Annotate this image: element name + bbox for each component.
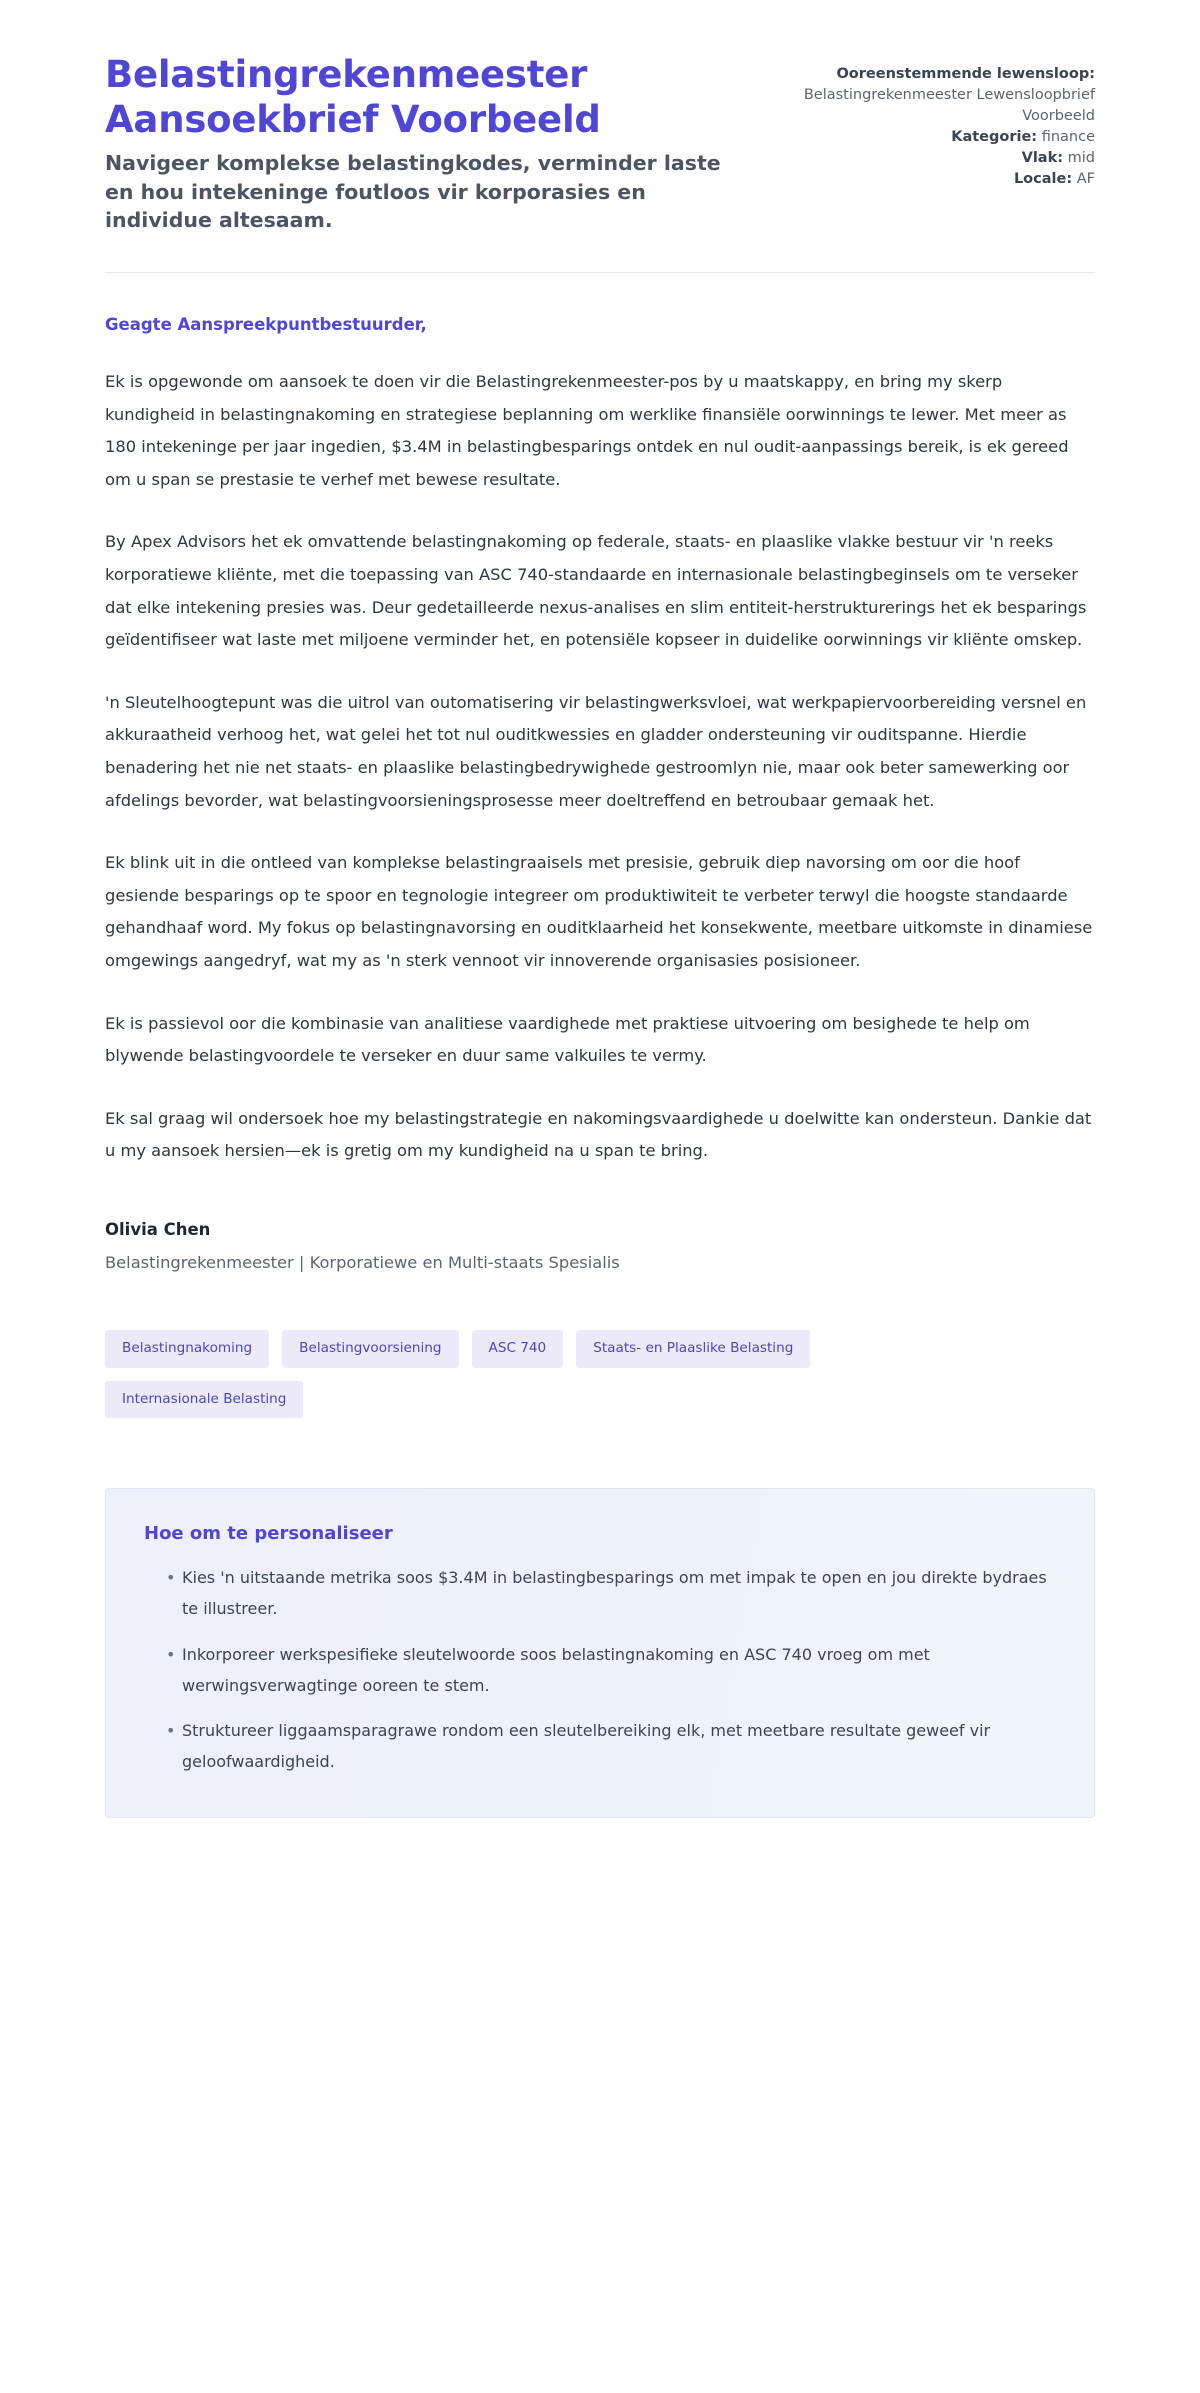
level-row [785, 148, 1095, 169]
callout-list-item: • Kies 'n uitstaande metrika soos $3.4M in belastingbesparings om met impak te open en jou direkte bydraes te illustreer. [166, 1562, 1056, 1624]
locale-label: Locale: [1013, 171, 1073, 188]
letter-salutation: Geagte Aanspreekpuntbestuurder, [105, 315, 427, 335]
category-value: finance [1041, 129, 1095, 146]
tag-chip[interactable]: ASC 740 [472, 1330, 564, 1368]
letter-paragraph: Ek is opgewonde om aansoek te doen vir die Belastingrekenmeester-pos by u maatskappy, en bring my skerp kundigheid in belastingnakoming en strategiese beplanning om werklike finansiële oorwinnings te lewer. Met meer as 180 intekeninge per jaar ingedien, $3.4M in belastingbesparings ontdek en nul oudit-aanpassings bereik, is ek gereed om u span se prestasie te verhef met bewese resultate. [105, 372, 1069, 489]
locale-value: AF [1076, 171, 1095, 188]
callout-list [144, 1562, 1056, 1777]
letter-paragraph: Ek is passievol oor die kombinasie van analitiese vaardighede met praktiese uitvoering om besighede te help om blywende belastingvoordele te verseker en duur same valkuiles te vermy. [105, 1013, 1030, 1066]
header-title-block [105, 52, 745, 234]
letter-paragraph: Ek blink uit in die ontleed van komplekse belastingraaisels met presisie, gebruik diep navorsing om oor die hoof gesiende besparings op te spoor en tegnologie integreer om produktiwiteit te verbeter terwyl die hoogste standaarde gehandhaaf word. My fokus op belastingnavorsing en ouditklaarheid het konsekwente, meetbare uitkomste in dinamiese omgewings aangedryf, wat my as 'n sterk vennoot vir innoverende organisasies posisioneer. [105, 853, 1093, 970]
level-label: Vlak: [1021, 150, 1064, 167]
personalization-callout [105, 1488, 1095, 1818]
document-metadata [785, 52, 1095, 190]
callout-title: Hoe om te personaliseer [144, 1523, 393, 1545]
tag-chip[interactable]: Belastingnakoming [105, 1330, 269, 1368]
category-label: Kategorie: [951, 129, 1038, 146]
category-row [785, 127, 1095, 148]
matching-resume-value: Belastingrekenmeester Lewensloopbrief Voorbeeld [803, 87, 1095, 125]
tag-chip[interactable]: Staats- en Plaaslike Belasting [576, 1330, 810, 1368]
letter-paragraph: Ek sal graag wil ondersoek hoe my belastingstrategie en nakomingsvaardighede u doelwitte kan ondersteun. Dankie dat u my aansoek hersien—ek is gretig om my kundigheid na u span te bring. [105, 1108, 1092, 1161]
tag-chip[interactable]: Internasionale Belasting [105, 1381, 303, 1419]
level-value: mid [1067, 150, 1095, 167]
callout-list-item: • Struktureer liggaamsparagrawe rondom een sleutelbereiking elk, met meetbare resultate geweef vir geloofwaardigheid. [166, 1715, 1056, 1777]
page-title: Belastingrekenmeester Aansoekbrief Voorbeeld [105, 53, 601, 142]
signature-role: Belastingrekenmeester | Korporatiewe en Multi-staats Spesialis [105, 1252, 620, 1272]
letter-paragraph: By Apex Advisors het ek omvattende belastingnakoming op federale, staats- en plaaslike vlakke bestuur vir 'n reeks korporatiewe kliënte, met die toepassing van ASC 740-standaarde en internasionale belastingbeginsels om te verseker dat elke intekening presies was. Deur gedetailleerde nexus-analises en slim entiteit-herstrukturerings het ek besparings geïdentifiseer wat laste met miljoene verminder het, en potensiële kopseer in duidelike oorwinnings vir kliënte omskep. [105, 532, 1087, 650]
signature-name: Olivia Chen [105, 1219, 211, 1239]
tag-chip[interactable]: Belastingvoorsiening [282, 1330, 458, 1368]
locale-row [785, 169, 1095, 190]
document-header [105, 0, 1095, 234]
letter-body [105, 273, 1095, 1168]
signature-block [105, 1198, 1095, 1272]
letter-paragraph: 'n Sleutelhoogtepunt was die uitrol van outomatisering vir belastingwerksvloei, wat werkpapiervoorbereiding versnel en akkuraatheid verhoog het, wat gelei het tot nul ouditkwessies en gladder ondersteuning vir ouditspanne. Hierdie benadering het nie net staats- en plaaslike belastingbedrywighede gestroomlyn nie, maar ook beter samewerking oor afdelings bevorder, wat belastingvoorsieningsprosesse meer doeltreffend en betroubaar gemaak het. [105, 692, 1087, 810]
matching-resume-label: Ooreenstemmende lewensloop: [836, 66, 1095, 82]
page-subtitle: Navigeer komplekse belastingkodes, verminder laste en hou intekeninge foutloos vir korporasies en individue altesaam. [105, 151, 721, 232]
tag-list [105, 1272, 945, 1418]
callout-list-item: • Inkorporeer werkspesifieke sleutelwoorde soos belastingnakoming en ASC 740 vroeg om met werwingsverwagtinge ooreen te stem. [166, 1639, 1056, 1701]
